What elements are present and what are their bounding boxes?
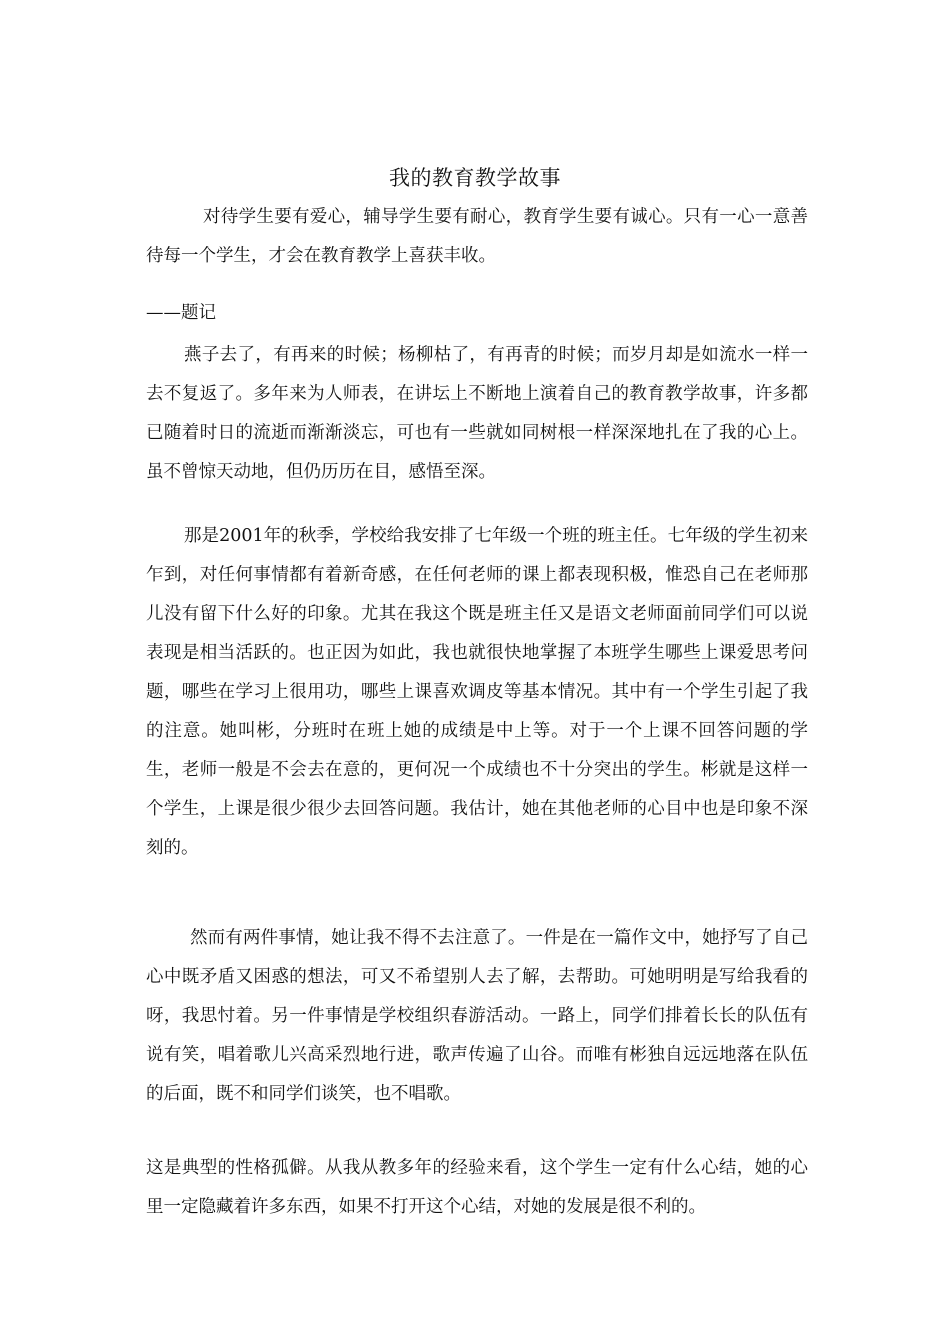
body-paragraph-2: 那是2001年的秋季，学校给我安排了七年级一个班的班主任。七年级的学生初来乍到，对任何事情都有着新奇感，在任何老师的课上都表现积极，惟恐自己在老师那儿没有留下什么好的印象。尤其在我这个既是班主任又是语文老师面前同学们可以说表现是相当活跃的。也正因为如此，我也就很快地掌握了本班学生哪些上课爱思考问题，哪些在学习上很用功，哪些上课喜欢调皮等基本情况。其中有一个学生引起了我的注意。她叫彬，分班时在班上她的成绩是中上等。对于一个上课不回答问题的学生，老师一般是不会去在意的，更何况一个成绩也不十分突出的学生。彬就是这样一个学生，上课是很少很少去回答问题。我估计，她在其他老师的心目中也是印象不深刻的。 xyxy=(146,526,808,858)
epigraph-source: ——题记 xyxy=(146,303,216,323)
body-paragraph-3: 然而有两件事情，她让我不得不去注意了。一件是在一篇作文中，她抒写了自己心中既矛盾又困惑的想法，可又不希望别人去了解，去帮助。可她明明是写给我看的呀，我思忖着。另一件事情是学校组织春游活动。一路上，同学们排着长长的队伍有说有笑，唱着歌儿兴高采烈地行进，歌声传遍了山谷。而唯有彬独自远远地落在队伍的后面，既不和同学们谈笑，也不唱歌。 xyxy=(146,928,808,1104)
body-paragraph-1: 燕子去了，有再来的时候；杨柳枯了，有再青的时候；而岁月却是如流水一样一去不复返了。多年来为人师表，在讲坛上不断地上演着自己的教育教学故事，许多都已随着时日的流逝而渐渐淡忘，可也有一些就如同树根一样深深地扎在了我的心上。虽不曾惊天动地，但仍历历在目，感悟至深。 xyxy=(146,345,808,482)
document-title: 我的教育教学故事 xyxy=(389,166,561,190)
epigraph-paragraph: 对待学生要有爱心，辅导学生要有耐心，教育学生要有诚心。只有一心一意善待每一个学生，才会在教育教学上喜获丰收。 xyxy=(146,207,808,266)
body-paragraph-4: 这是典型的性格孤僻。从我从教多年的经验来看，这个学生一定有什么心结，她的心里一定隐藏着许多东西，如果不打开这个心结，对她的发展是很不利的。 xyxy=(146,1158,808,1217)
